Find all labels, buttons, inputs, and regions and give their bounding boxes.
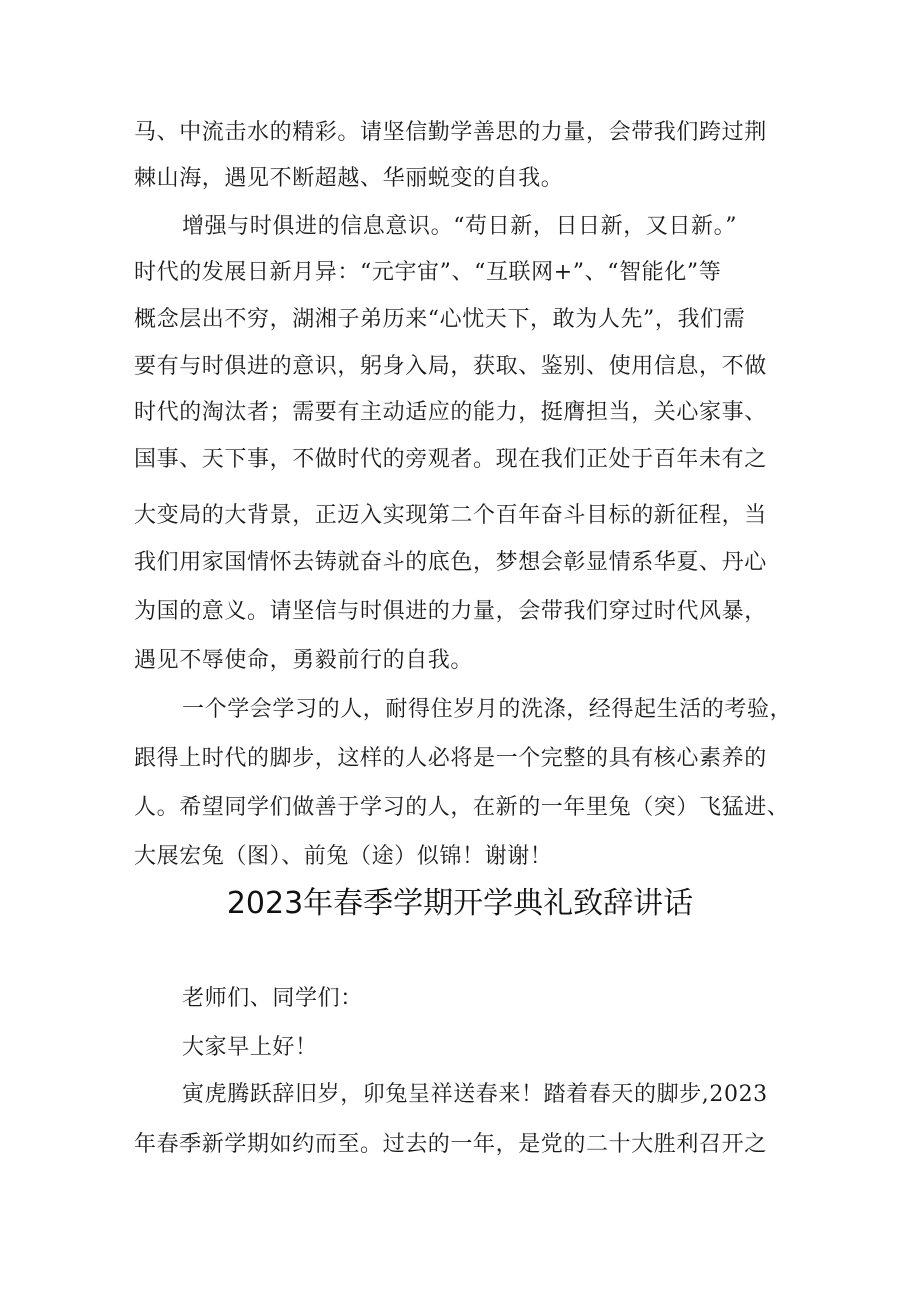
text-line: 一个学会学习的人，耐得住岁月的洗涤，经得起生活的考验，	[182, 697, 793, 722]
text-line: 寅虎腾跃辞旧岁，卯兔呈祥送春来！踏着春天的脚步,2023	[182, 1082, 768, 1107]
text-line: 增强与时俱进的信息意识。“苟日新，日日新，又日新。”	[182, 214, 738, 239]
text-line: 大展宏兔（图）、前兔（途）似锦！谢谢！	[134, 844, 553, 869]
text-line: 遇见不辱使命，勇毅前行的自我。	[134, 648, 474, 673]
text-line: 棘山海，遇见不断超越、华丽蜕变的自我。	[134, 166, 564, 191]
text-line: 时代的淘汰者；需要有主动适应的能力，挺膺担当，关心家事、	[134, 400, 767, 425]
greeting-morning: 大家早上好！	[182, 1035, 318, 1060]
text-line: 人。希望同学们做善于学习的人，在新的一年里兔（突）飞猛进、	[134, 795, 790, 820]
text-line: 要有与时俱进的意识，躬身入局，获取、鉴别、使用信息，不做	[134, 354, 767, 379]
document-title: 2023年春季学期开学典礼致辞讲话	[226, 886, 694, 921]
text-line: 跟得上时代的脚步，这样的人必将是一个完整的具有核心素养的	[134, 746, 767, 771]
text-line: 时代的发展日新月异：“元宇宙”、“互联网+”、“智能化”等	[134, 260, 722, 285]
text-line: 马、中流击水的精彩。请坚信勤学善思的力量，会带我们跨过荆	[134, 120, 767, 145]
text-line: 国事、天下事，不做时代的旁观者。现在我们正处于百年未有之	[134, 447, 767, 472]
greeting: 老师们、同学们：	[182, 986, 363, 1011]
text-line: 年春季新学期如约而至。过去的一年，是党的二十大胜利召开之	[134, 1132, 767, 1157]
text-line: 我们用家国情怀去铸就奋斗的底色，梦想会彰显情系华夏、丹心	[134, 550, 767, 575]
text-line: 为国的意义。请坚信与时俱进的力量，会带我们穿过时代风暴，	[134, 599, 767, 624]
text-line: 大变局的大背景，正迈入实现第二个百年奋斗目标的新征程，当	[134, 503, 767, 528]
text-line: 概念层出不穷，湖湘子弟历来“心忧天下，敢为人先”，我们需	[134, 307, 746, 332]
